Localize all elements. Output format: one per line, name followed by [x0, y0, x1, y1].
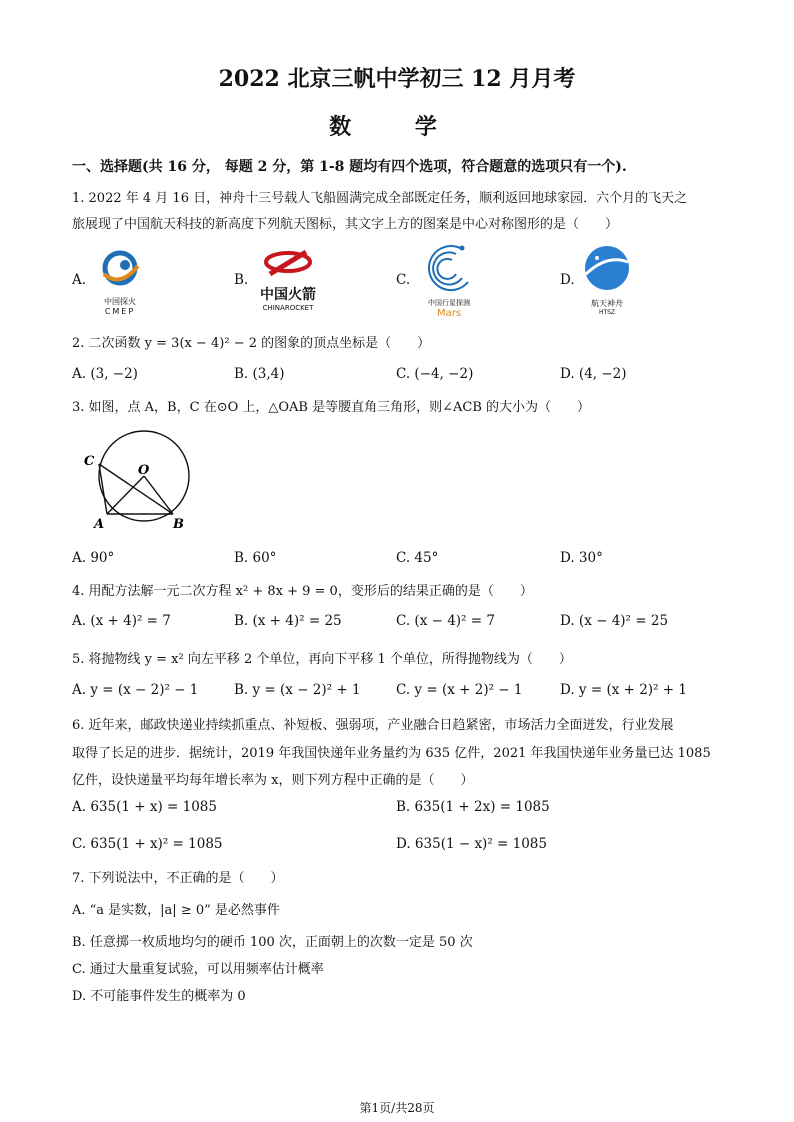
q7-stem: 7. 下列说法中，不正确的是（ ） — [72, 871, 284, 886]
q7-option-d: D. 不可能事件发生的概率为 0 — [72, 989, 246, 1004]
chinarocket-text-cn: 中国火箭 — [260, 287, 316, 303]
htsz-text-en: HTSZ — [598, 309, 616, 316]
q4-option-b: B. (x + 4)² = 25 — [234, 613, 342, 629]
q1-option-b: B. — [234, 272, 249, 288]
q1-option-d: D. — [560, 272, 575, 288]
cmep-emblem-icon — [92, 248, 148, 292]
q6-option-d: D. 635(1 − x)² = 1085 — [396, 836, 547, 852]
q4-option-c: C. (x − 4)² = 7 — [396, 613, 495, 629]
q3-option-d: D. 30° — [560, 550, 603, 566]
q4-stem: 4. 用配方法解一元二次方程 x² + 8x + 9 = 0，变形后的结果正确的是（ ） — [72, 584, 533, 599]
q3-option-a: A. 90° — [72, 550, 115, 566]
q5-option-a: A. y = (x − 2)² − 1 — [72, 682, 199, 698]
q6-option-a: A. 635(1 + x) = 1085 — [72, 799, 217, 815]
q6-line3: 亿件，设快递量平均每年增长率为 x，则下列方程中正确的是（ ） — [72, 773, 474, 788]
q5-option-b: B. y = (x − 2)² + 1 — [234, 682, 361, 698]
q2-option-b: B. (3,4) — [234, 366, 285, 382]
mars-logo — [416, 242, 482, 319]
q1-line1: 1. 2022 年 4 月 16 日，神舟十三号载人飞船圆满完成全部既定任务，顺利返回地球家园．六个月的飞天之 — [72, 191, 688, 206]
q7-option-c: C. 通过大量重复试验，可以用频率估计概率 — [72, 962, 324, 977]
mars-text-cn: 中国行星探测 — [428, 299, 470, 307]
q3-stem: 3. 如图，点 A，B，C 在⊙O 上，△OAB 是等腰直角三角形，则∠ACB 的大小为（ ） — [72, 400, 591, 415]
q2-stem: 2. 二次函数 y = 3(x − 4)² − 2 的图象的顶点坐标是（ ） — [72, 336, 431, 351]
mars-text-en: Mars — [436, 308, 462, 319]
chinarocket-logo — [252, 248, 324, 310]
q5-stem: 5. 将抛物线 y = x² 向左平移 2 个单位，再向下平移 1 个单位，所得抛物线为（ ） — [72, 652, 572, 667]
q1-option-c: C. — [396, 272, 411, 288]
point-b-label: B — [173, 517, 184, 532]
q2-option-a: A. (3, −2) — [72, 366, 138, 382]
q3-circle-diagram — [78, 424, 202, 534]
q5-option-d: D. y = (x + 2)² + 1 — [560, 682, 687, 698]
cmep-text-en: CMEP — [104, 307, 136, 316]
page-title: 2022 北京三帆中学初三 12 月月考 — [218, 66, 576, 92]
q4-option-d: D. (x − 4)² = 25 — [560, 613, 669, 629]
q7-option-b: B. 任意掷一枚质地均匀的硬币 100 次，正面朝上的次数一定是 50 次 — [72, 935, 473, 950]
point-a-label: A — [94, 517, 105, 532]
page-footer: 第1页/共28页 — [359, 1101, 435, 1115]
htsz-text-cn: 航天神舟 — [591, 299, 623, 308]
htsz-logo — [582, 244, 632, 314]
q1-line2: 旅展现了中国航天科技的新高度下列航天图标，其文字上方的图案是中心对称图形的是（ ） — [72, 217, 619, 232]
q6-option-c: C. 635(1 + x)² = 1085 — [72, 836, 223, 852]
q7-option-a: A. “a 是实数，|a| ≥ 0” 是必然事件 — [72, 903, 280, 918]
chinarocket-text-en: CHINAROCKET — [262, 304, 314, 312]
htsz-globe-icon — [582, 244, 632, 294]
point-c-label: C — [84, 454, 95, 469]
q2-option-d: D. (4, −2) — [560, 366, 627, 382]
q5-option-c: C. y = (x + 2)² − 1 — [396, 682, 523, 698]
q6-option-b: B. 635(1 + 2x) = 1085 — [396, 799, 550, 815]
rocket-emblem-icon — [252, 248, 324, 280]
q4-option-a: A. (x + 4)² = 7 — [72, 613, 171, 629]
q2-option-c: C. (−4, −2) — [396, 366, 474, 382]
q6-line2: 取得了长足的进步．据统计，2019 年我国快递年业务量约为 635 亿件，2021 年我国快递年业务量已达 1085 — [72, 746, 711, 761]
mars-emblem-icon — [416, 242, 482, 294]
cmep-logo — [92, 248, 148, 316]
q6-line1: 6. 近年来，邮政快递业持续抓重点、补短板、强弱项，产业融合日趋紧密，市场活力全面迸发，行业发展 — [72, 718, 674, 733]
segment-ob — [144, 476, 173, 514]
q3-option-b: B. 60° — [234, 550, 277, 566]
cmep-text-cn: 中国探火 — [104, 297, 136, 306]
point-o-label: O — [138, 463, 150, 478]
q1-option-a: A. — [72, 272, 87, 288]
section-heading: 一、选择题(共 16 分， 每题 2 分，第 1-8 题均有四个选项，符合题意的选项只有一个). — [72, 159, 627, 175]
subject-title: 数 学 — [329, 114, 465, 140]
q3-option-c: C. 45° — [396, 550, 439, 566]
